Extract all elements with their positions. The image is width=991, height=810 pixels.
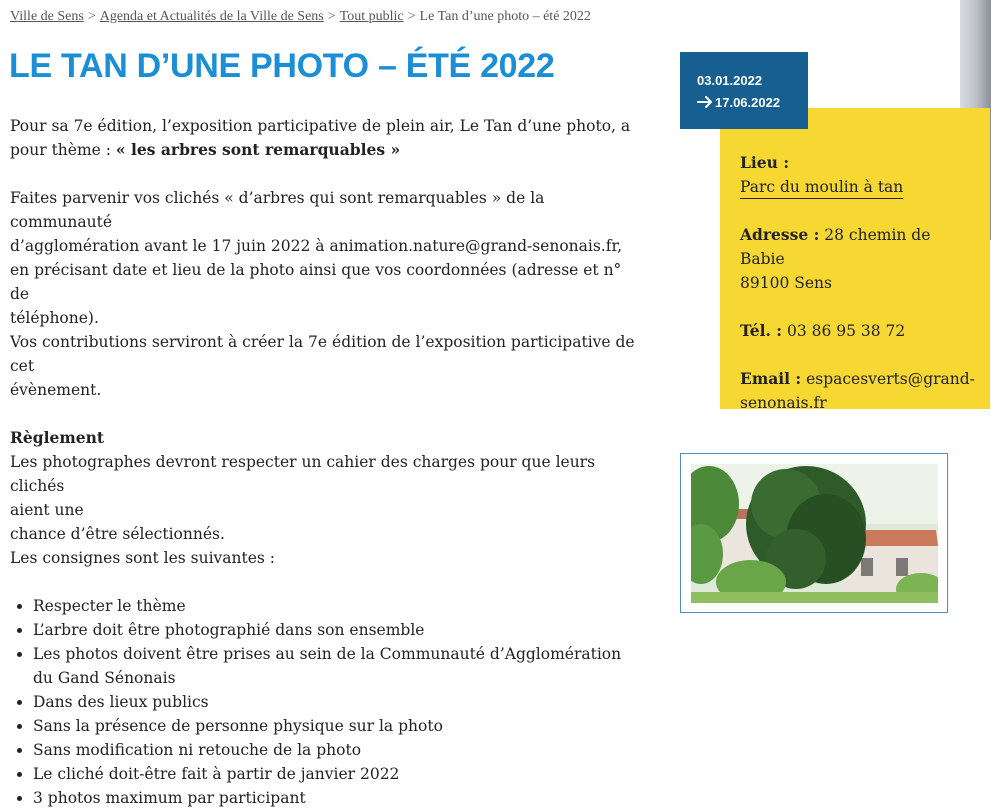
event-photo — [691, 464, 938, 603]
breadcrumb-current: Le Tan d’une photo – été 2022 — [419, 9, 591, 24]
submission-line: téléphone). — [10, 309, 99, 327]
intro-line: Pour sa 7e édition, l’exposition participative de plein air, Le Tan d’une photo, a — [10, 117, 631, 135]
rules-heading: Règlement — [10, 428, 105, 447]
rules-list — [10, 594, 640, 810]
date-start: 03.01.2022 — [697, 73, 763, 88]
list-item: • Les photos doivent être prises au sein de la Communauté d’Agglomération du Gand Sénonais — [33, 642, 640, 690]
intro-line: pour thème : — [10, 141, 116, 159]
submission-line: Faites parvenir vos clichés « d’arbres qui sont remarquables » de la communauté — [10, 189, 545, 231]
intro-text — [10, 114, 640, 162]
adresse-label: Adresse : — [740, 225, 820, 244]
breadcrumb-separator: > — [407, 9, 416, 24]
submission-line: d’agglomération avant le 17 juin 2022 à animation.nature@grand-senonais.fr, — [10, 237, 623, 255]
breadcrumb-separator: > — [327, 9, 336, 24]
breadcrumb-link-home[interactable]: Ville de Sens — [10, 9, 84, 24]
breadcrumb-separator: > — [87, 9, 96, 24]
list-item: • Le cliché doit-être fait à partir de janvier 2022 — [33, 762, 640, 786]
list-item: • Dans des lieux publics — [33, 690, 640, 714]
email-value-cont[interactable]: senonais.fr — [740, 394, 827, 412]
list-item: • Sans modification ni retouche de la photo — [33, 738, 640, 762]
lieu-block — [740, 151, 976, 199]
email-label: Email : — [740, 369, 802, 388]
tel-label: Tél. : — [740, 321, 783, 340]
date-end-row — [697, 92, 808, 114]
event-photo-frame[interactable] — [680, 453, 948, 613]
submission-line: évènement. — [10, 381, 102, 399]
submission-line: en précisant date et lieu de la photo ainsi que vos coordonnées (adresse et n° de — [10, 261, 622, 303]
submission-line: cet — [10, 357, 35, 375]
adresse-city: 89100 Sens — [740, 274, 832, 292]
adresse-value: 28 chemin de Babie — [740, 226, 931, 268]
lieu-link[interactable]: Parc du moulin à tan — [740, 176, 903, 199]
rules-line: Les consignes sont les suivantes : — [10, 549, 276, 567]
lieu-label: Lieu : — [740, 153, 790, 172]
tel-value[interactable]: 03 86 95 38 72 — [782, 322, 906, 340]
list-item: • 3 photos maximum par participant — [33, 786, 640, 810]
list-item: • Respecter le thème — [33, 594, 640, 618]
intro-theme: « les arbres sont remarquables » — [115, 140, 401, 159]
event-dates-box — [680, 52, 808, 129]
date-end: 17.06.2022 — [715, 95, 781, 110]
page-title: LE TAN D’UNE PHOTO – ÉTÉ 2022 — [9, 47, 555, 85]
tel-block — [740, 319, 976, 343]
submission-text — [10, 186, 640, 402]
rules-line: Les photographes devront respecter un cahier des charges pour que leurs clichés — [10, 453, 596, 495]
rules-text — [10, 426, 640, 570]
event-info-box — [720, 108, 990, 412]
breadcrumb-link-tout-public[interactable]: Tout public — [339, 9, 404, 24]
breadcrumb — [10, 9, 591, 25]
article-body — [10, 114, 640, 810]
email-value[interactable]: espacesverts@grand- — [801, 370, 975, 388]
breadcrumb-link-agenda[interactable]: Agenda et Actualités de la Ville de Sens — [99, 9, 324, 24]
rules-line: aient une — [10, 501, 84, 519]
list-item: • Sans la présence de personne physique sur la photo — [33, 714, 640, 738]
list-item: • L’arbre doit être photographié dans son ensemble — [33, 618, 640, 642]
email-block — [740, 367, 976, 415]
arrow-right-icon — [697, 96, 713, 108]
submission-line: Vos contributions serviront à créer la 7e édition de l’exposition participative de — [10, 333, 635, 351]
rules-line: chance d’être sélectionnés. — [10, 525, 225, 543]
adresse-block — [740, 223, 976, 295]
